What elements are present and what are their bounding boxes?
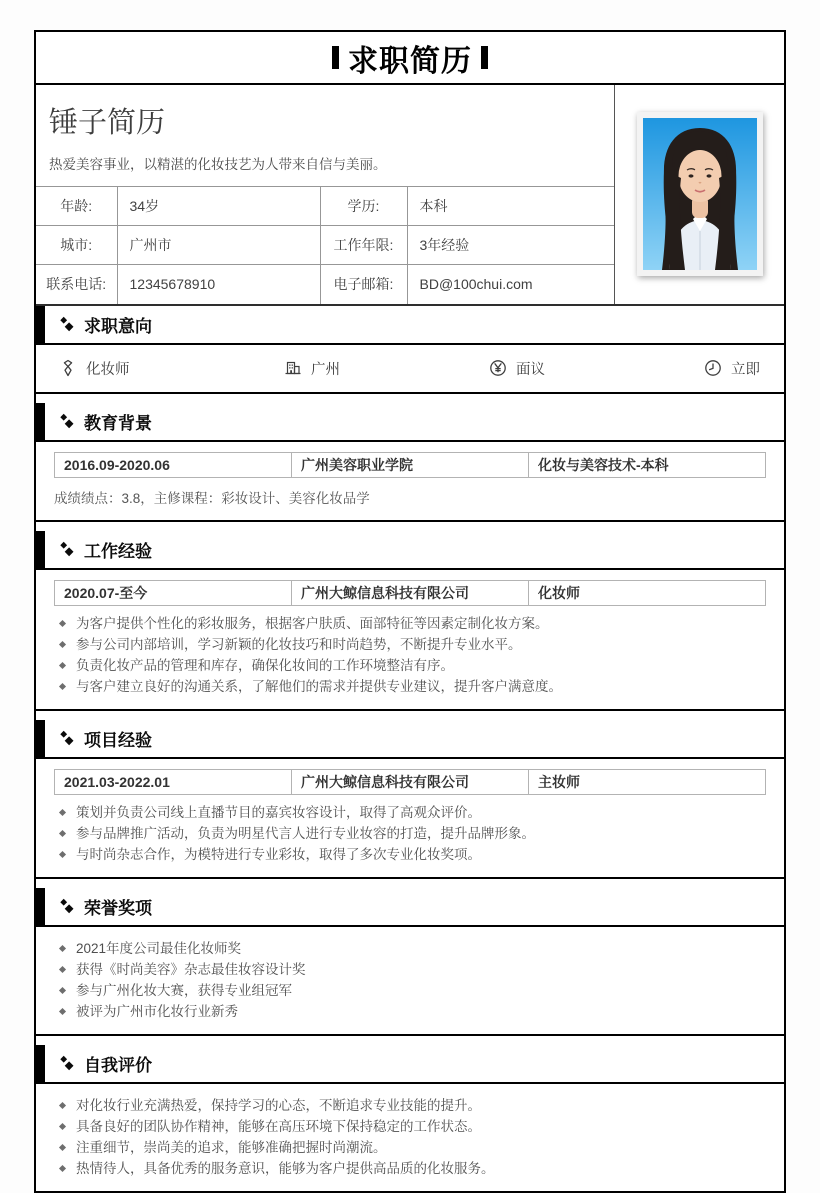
education-row [54, 452, 766, 478]
building-icon [284, 359, 302, 377]
double-diamond-icon [59, 1055, 75, 1071]
field-label-age: 年龄: [36, 187, 117, 226]
field-label-phone: 联系电话: [36, 265, 117, 304]
section-self-evaluation [36, 1045, 784, 1191]
list-item [54, 959, 766, 980]
field-label-degree: 学历: [320, 187, 407, 226]
section-header-work [36, 531, 784, 570]
bullet-text: 参与广州化妆大赛，获得专业组冠军 [76, 982, 292, 998]
list-item [54, 1001, 766, 1022]
section-title: 荣誉奖项 [84, 898, 152, 918]
bullet-text: 注重细节，崇尚美的追求，能够准确把握时尚潮流。 [76, 1139, 387, 1155]
bullet-text: 负责化妆产品的管理和库存，确保化妆间的工作环境整洁有序。 [76, 657, 454, 673]
field-value-age: 34岁 [117, 187, 320, 226]
bullet-diamond-icon [59, 640, 66, 647]
work-role: 化妆师 [538, 584, 580, 601]
header-accent-bar [36, 720, 45, 757]
page-title [323, 36, 497, 80]
bullet-text: 与时尚杂志合作，为模特进行专业彩妆，取得了多次专业化妆奖项。 [76, 846, 481, 862]
id-photo [637, 112, 763, 276]
double-diamond-icon [59, 730, 75, 746]
section-header-honors [36, 888, 784, 927]
work-row [54, 580, 766, 606]
bullet-text: 参与公司内部培训，学习新颖的化妆技巧和时尚趋势，不断提升专业水平。 [76, 636, 522, 652]
bullet-diamond-icon [59, 1007, 66, 1014]
section-title: 教育背景 [84, 413, 152, 433]
section-job-intent [36, 306, 784, 394]
intent-salary [489, 358, 704, 379]
education-note: 成绩绩点：3.8，主修课程：彩妆设计、美容化妆品学 [54, 490, 370, 506]
photo-column [615, 85, 784, 304]
field-value-city: 广州市 [117, 226, 320, 265]
bullet-text: 对化妆行业充满热爱，保持学习的心态，不断追求专业技能的提升。 [76, 1097, 481, 1113]
intent-label: 广州 [311, 361, 340, 378]
project-company: 广州大鲸信息科技有限公司 [292, 770, 529, 794]
tie-icon [59, 359, 77, 377]
list-item [54, 1158, 766, 1179]
list-item [54, 823, 766, 844]
bullet-text: 获得《时尚美容》杂志最佳妆容设计奖 [76, 961, 306, 977]
project-role: 主妆师 [538, 773, 580, 790]
list-item [54, 613, 766, 634]
bullet-diamond-icon [59, 661, 66, 668]
project-bullet-list [54, 802, 766, 877]
section-header-job-intent [36, 306, 784, 345]
list-item [54, 676, 766, 697]
section-work-experience [36, 531, 784, 711]
field-value-experience-years: 3年经验 [407, 226, 614, 265]
self-evaluation-bullet-list [54, 1095, 766, 1191]
project-row [54, 769, 766, 795]
work-bullet-list [54, 613, 766, 709]
list-item [54, 802, 766, 823]
field-value-degree: 本科 [407, 187, 614, 226]
intent-row [36, 345, 784, 392]
bullet-diamond-icon [59, 682, 66, 689]
intent-position [59, 358, 284, 379]
bullet-diamond-icon [59, 986, 66, 993]
list-item [54, 1095, 766, 1116]
bullet-text: 为客户提供个性化的彩妆服务，根据客户肤质、面部特征等因素定制化妆方案。 [76, 615, 549, 631]
list-item [54, 655, 766, 676]
title-right-bar [481, 46, 488, 69]
double-diamond-icon [59, 541, 75, 557]
field-label-email: 电子邮箱: [320, 265, 407, 304]
section-title: 自我评价 [84, 1055, 152, 1075]
list-item [54, 1116, 766, 1137]
section-header-education [36, 403, 784, 442]
honors-bullet-list [54, 938, 766, 1034]
list-item [54, 938, 766, 959]
page-banner [36, 32, 784, 85]
list-item [54, 844, 766, 865]
bullet-diamond-icon [59, 1122, 66, 1129]
yen-icon [489, 359, 507, 377]
education-period: 2016.09-2020.06 [55, 453, 292, 477]
header-accent-bar [36, 531, 45, 568]
clock-icon [704, 359, 722, 377]
table-row [36, 187, 614, 226]
bullet-diamond-icon [59, 1143, 66, 1150]
intent-city [284, 358, 489, 379]
list-item [54, 634, 766, 655]
section-header-self-evaluation [36, 1045, 784, 1084]
work-period: 2020.07-至今 [55, 581, 292, 605]
bullet-text: 参与品牌推广活动，负责为明星代言人进行专业妆容的打造，提升品牌形象。 [76, 825, 535, 841]
header-accent-bar [36, 888, 45, 925]
bullet-diamond-icon [59, 1101, 66, 1108]
portrait-illustration [643, 118, 757, 270]
double-diamond-icon [59, 316, 75, 332]
section-header-project [36, 720, 784, 759]
double-diamond-icon [59, 898, 75, 914]
intent-label: 立即 [731, 361, 760, 378]
bullet-text: 具备良好的团队协作精神，能够在高压环境下保持稳定的工作状态。 [76, 1118, 481, 1134]
field-label-experience-years: 工作年限: [320, 226, 407, 265]
bullet-diamond-icon [59, 619, 66, 626]
intent-label: 化妆师 [86, 361, 130, 378]
work-company: 广州大鲸信息科技有限公司 [292, 581, 529, 605]
person-name: 锤子简历 [49, 107, 166, 139]
bullet-diamond-icon [59, 808, 66, 815]
list-item [54, 1137, 766, 1158]
section-project-experience [36, 720, 784, 879]
bullet-text: 与客户建立良好的沟通关系，了解他们的需求并提供专业建议，提升客户满意度。 [76, 678, 562, 694]
header-accent-bar [36, 1045, 45, 1082]
profile-fields-table [36, 186, 614, 304]
field-value-phone: 12345678910 [117, 265, 320, 304]
bullet-text: 热情待人，具备优秀的服务意识，能够为客户提供高品质的化妆服务。 [76, 1160, 495, 1176]
header-accent-bar [36, 403, 45, 440]
field-label-city: 城市: [36, 226, 117, 265]
bullet-text: 2021年度公司最佳化妆师奖 [76, 940, 242, 956]
section-title: 工作经验 [84, 541, 152, 561]
bullet-diamond-icon [59, 1164, 66, 1171]
field-value-email: BD@100chui.com [407, 265, 614, 304]
resume-page [34, 30, 786, 1193]
section-title: 求职意向 [84, 316, 152, 336]
bullet-text: 策划并负责公司线上直播节目的嘉宾妆容设计，取得了高观众评价。 [76, 804, 481, 820]
section-education [36, 403, 784, 522]
intent-label: 面议 [516, 361, 545, 378]
project-period: 2021.03-2022.01 [55, 770, 292, 794]
bullet-diamond-icon [59, 850, 66, 857]
header-accent-bar [36, 306, 45, 343]
table-row [36, 226, 614, 265]
bullet-diamond-icon [59, 944, 66, 951]
page-title-text: 求职简历 [348, 44, 472, 78]
double-diamond-icon [59, 413, 75, 429]
bullet-text: 被评为广州市化妆行业新秀 [76, 1003, 238, 1019]
table-row [36, 265, 614, 304]
profile-info [36, 85, 615, 304]
bullet-diamond-icon [59, 965, 66, 972]
education-major: 化妆与美容技术-本科 [538, 456, 669, 473]
list-item [54, 980, 766, 1001]
title-left-bar [332, 46, 339, 69]
profile-block [36, 85, 784, 306]
section-title: 项目经验 [84, 730, 152, 750]
intent-availability [704, 358, 760, 379]
section-honors [36, 888, 784, 1036]
bullet-diamond-icon [59, 829, 66, 836]
education-school: 广州美容职业学院 [292, 453, 529, 477]
profile-tagline: 热爱美容事业，以精湛的化妆技艺为人带来自信与美丽。 [49, 157, 387, 172]
